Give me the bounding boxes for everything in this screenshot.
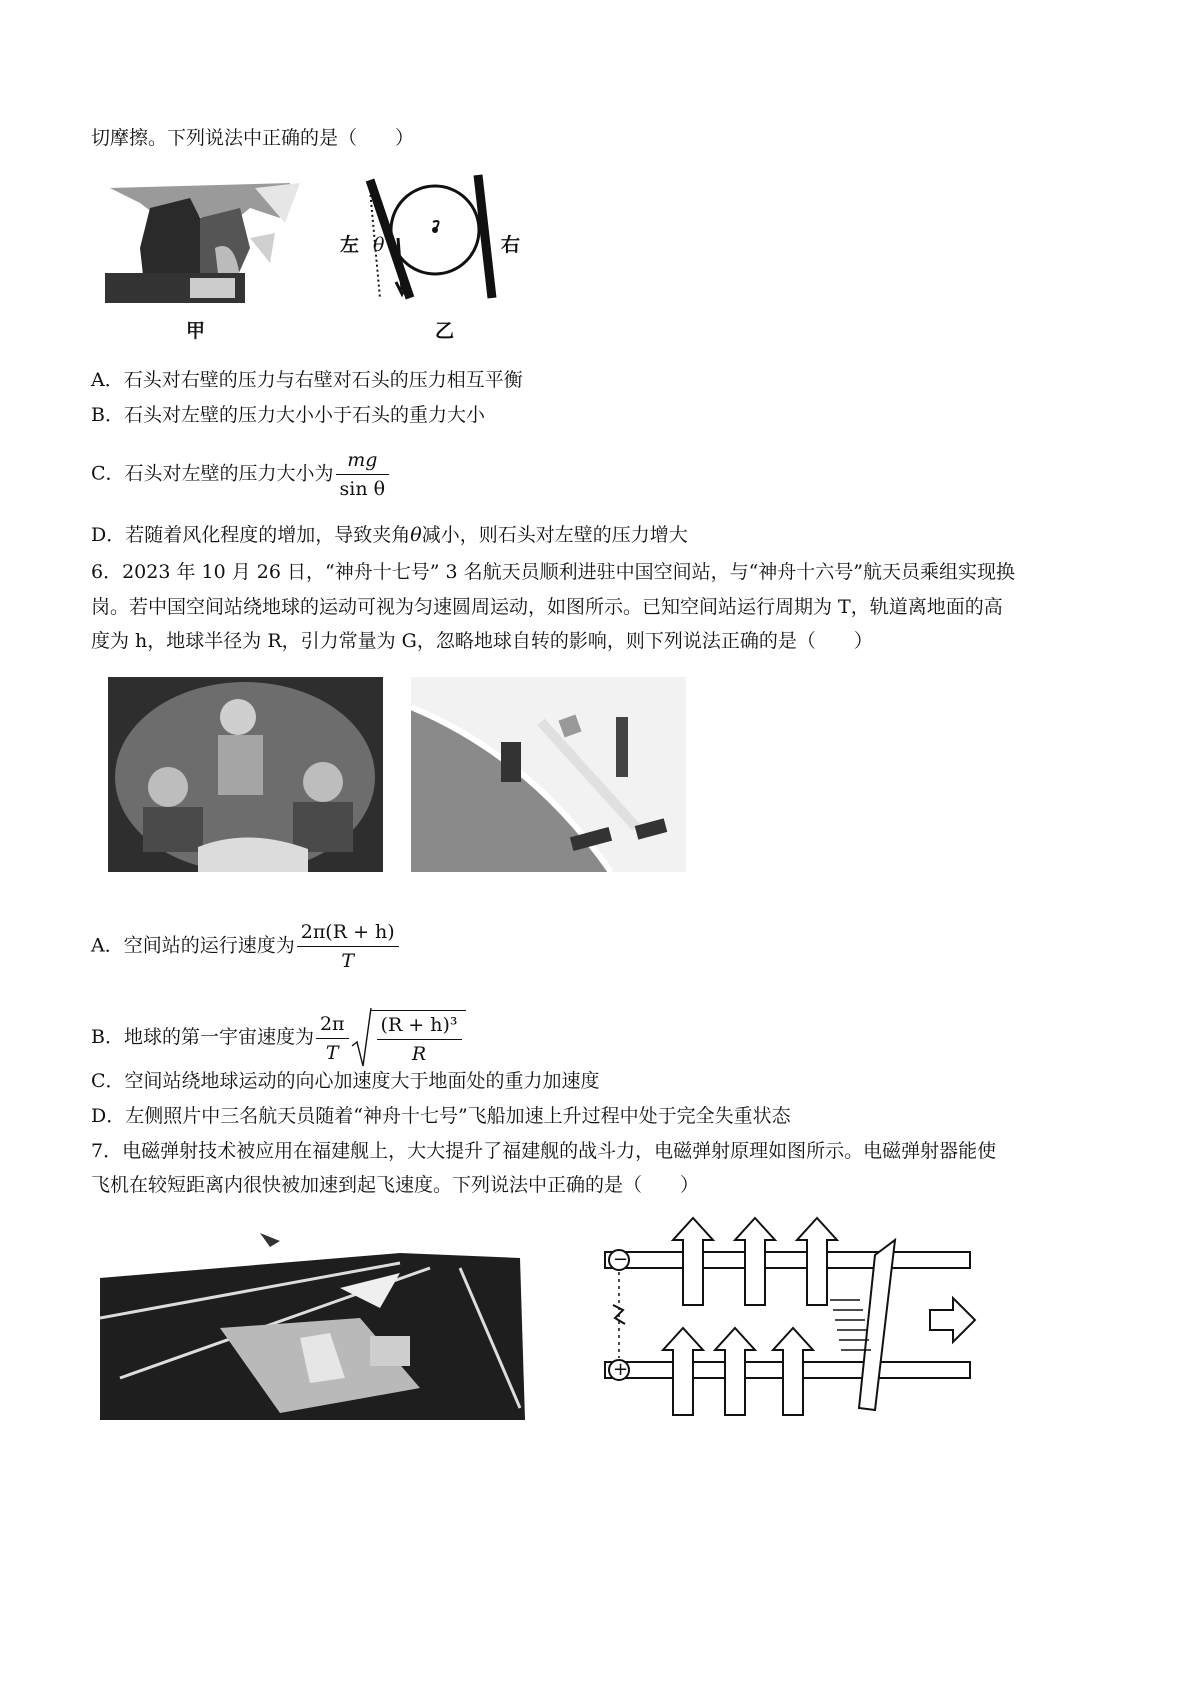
q5-figure-right-label: 右 bbox=[501, 234, 521, 256]
q5-option-d-var: θ bbox=[410, 524, 422, 546]
q6-stem-line3: 度为 h，地球半径为 R，引力常量为 G，忽略地球自转的影响，则下列说法正确的是（ ） bbox=[91, 630, 873, 652]
q6-astronauts-photo bbox=[108, 677, 383, 872]
q5-option-c-numerator: mg bbox=[336, 448, 390, 475]
q6-option-b-root-fraction bbox=[377, 1013, 462, 1066]
q5-option-c-denominator: sin θ bbox=[339, 478, 386, 500]
q5-option-c bbox=[91, 448, 389, 501]
q6-option-a-denominator: T bbox=[341, 950, 355, 972]
q5-option-b: B．石头对左壁的压力大小小于石头的重力大小 bbox=[91, 404, 485, 426]
q6-option-b-coef-numerator: 2π bbox=[316, 1012, 349, 1039]
q6-option-b-coef-fraction bbox=[316, 1012, 349, 1065]
q6-option-b-root-numerator: (R + h)³ bbox=[377, 1013, 462, 1040]
q6-option-b-coef-denominator: T bbox=[325, 1041, 339, 1064]
q5-figure-jia-photo bbox=[100, 178, 305, 308]
q5-figure-angle-label: θ bbox=[373, 234, 385, 256]
q7-diagram-plus-terminal: + bbox=[613, 1359, 629, 1380]
q5-option-d-suffix: 减小，则石头对左壁的压力增大 bbox=[421, 524, 688, 546]
q6-option-b-root-denominator: R bbox=[411, 1043, 427, 1065]
q5-option-d-prefix: D．若随着风化程度的增加，导致夹角 bbox=[91, 524, 411, 546]
q6-stem-line2: 岗。若中国空间站绕地球的运动可视为匀速圆周运动，如图所示。已知空间站运行周期为 T，轨道离地面的高 bbox=[91, 596, 1003, 618]
q5-figure-jia-caption: 甲 bbox=[186, 320, 206, 342]
q7-stem-line2: 飞机在较短距离内很快被加速到起飞速度。下列说法中正确的是（ ） bbox=[91, 1174, 700, 1196]
q5-option-c-text: C．石头对左壁的压力大小为 bbox=[91, 462, 334, 485]
q6-option-b bbox=[91, 1010, 466, 1066]
q5-figure-yi-caption: 乙 bbox=[435, 320, 455, 342]
q5-option-d bbox=[91, 522, 688, 548]
q7-stem-line1: 7．电磁弹射技术被应用在福建舰上，大大提升了福建舰的战斗力，电磁弹射原理如图所示。电磁弹射器能使 bbox=[91, 1140, 997, 1162]
q5-option-c-fraction bbox=[336, 448, 390, 501]
q5-stem-tail: 切摩擦。下列说法中正确的是（ ） bbox=[91, 127, 415, 149]
q7-diagram-minus-terminal: − bbox=[613, 1249, 629, 1270]
q6-option-a bbox=[91, 920, 399, 973]
q6-space-station-photo bbox=[411, 677, 686, 872]
q6-option-a-numerator: 2π(R + h) bbox=[297, 920, 399, 947]
q5-figure-left-label: 左 bbox=[340, 234, 360, 256]
q6-option-c: C．空间站绕地球运动的向心加速度大于地面处的重力加速度 bbox=[91, 1070, 600, 1092]
sqrt-sign-icon bbox=[351, 1006, 373, 1070]
q7-carrier-photo bbox=[100, 1228, 525, 1420]
q5-option-a: A．石头对右壁的压力与右壁对石头的压力相互平衡 bbox=[91, 369, 523, 391]
q6-stem-line1: 6．2023 年 10 月 26 日，“神舟十七号” 3 名航天员顺利进驻中国空间站，与“神舟十六号”航天员乘组实现换 bbox=[91, 561, 1016, 583]
q6-option-a-fraction bbox=[297, 920, 399, 973]
q6-option-d: D．左侧照片中三名航天员随着“神舟十七号”飞船加速上升过程中处于完全失重状态 bbox=[91, 1105, 791, 1127]
q6-option-b-sqrt bbox=[349, 1010, 466, 1066]
q6-option-b-text: B．地球的第一宇宙速度为 bbox=[91, 1026, 314, 1048]
q6-option-a-text: A．空间站的运行速度为 bbox=[91, 934, 295, 957]
q5-figure-yi-diagram bbox=[330, 170, 560, 310]
q7-electromagnetic-launch-diagram bbox=[575, 1210, 985, 1420]
